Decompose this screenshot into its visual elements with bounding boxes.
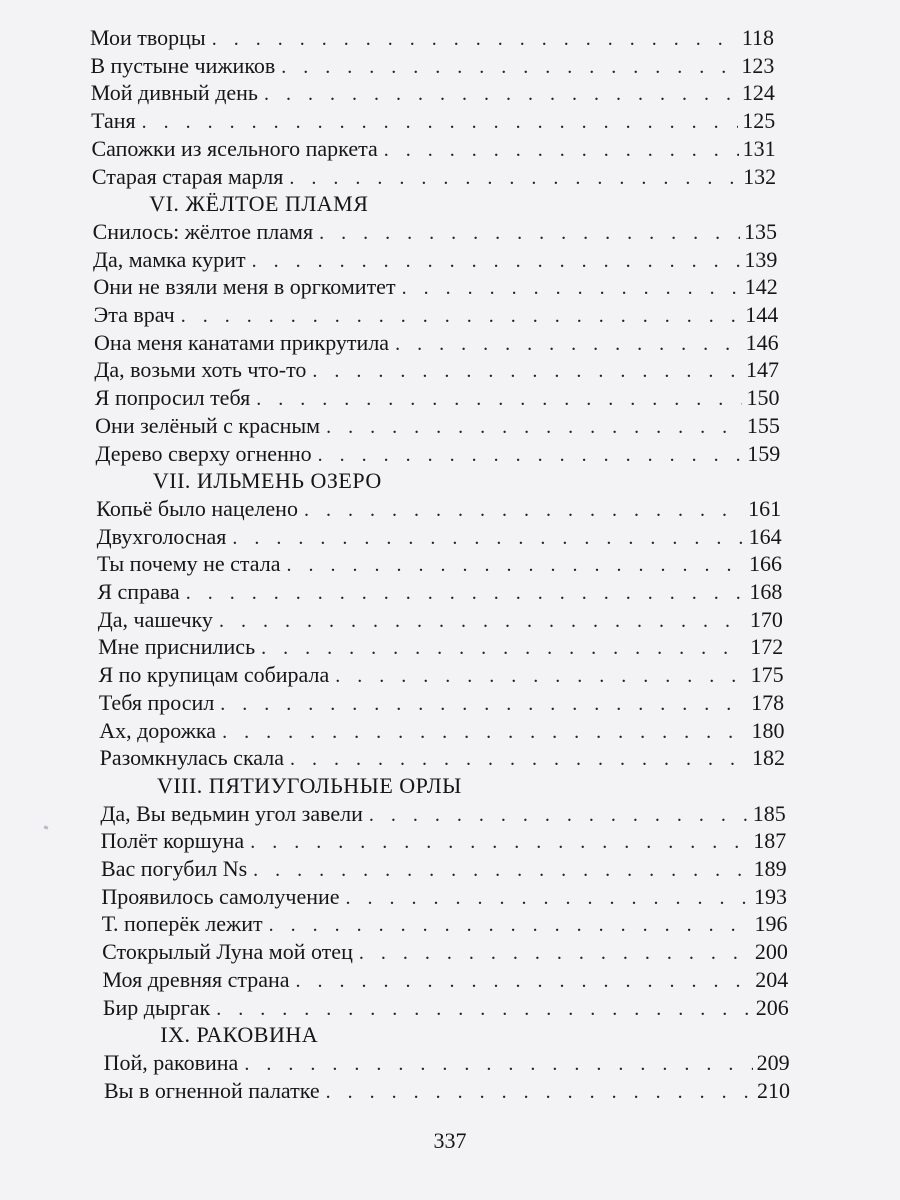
toc-entry — [96, 440, 781, 468]
section-heading: VII. ИЛЬМЕНЬ ОЗЕРО — [152, 468, 382, 494]
toc-entry-title: Копьё было нацелено — [96, 495, 298, 521]
toc-entry-title: Стокрылый Луна мой отец — [102, 939, 353, 965]
toc-entry-title: Тебя просил — [98, 689, 215, 715]
toc-entry — [99, 689, 784, 717]
toc-entry-page-number: 182 — [751, 745, 785, 771]
dot-leader — [286, 551, 745, 579]
toc-entry-title: Я по крупицам собирала — [98, 662, 330, 688]
toc-entry-title: Проявилось самолучение — [101, 883, 340, 909]
toc-entry-page-number: 200 — [754, 939, 788, 965]
toc-entry-page-number: 150 — [746, 385, 780, 411]
toc-entry — [101, 883, 787, 911]
dot-leader — [219, 607, 746, 635]
section-heading: IX. РАКОВИНА — [160, 1022, 319, 1048]
toc-entry-title: Да, мамка курит — [92, 246, 246, 272]
dot-leader — [402, 274, 741, 302]
toc-entry — [98, 633, 783, 661]
toc-entry — [91, 107, 775, 135]
toc-entry-title: Ах, дорожка — [99, 717, 217, 743]
toc-entry-page-number: 209 — [756, 1049, 790, 1075]
toc-entry-title: Да, Вы ведьмин угол завели — [100, 800, 363, 826]
toc-entry-title: Старая старая марля — [91, 163, 284, 189]
toc-entry — [100, 744, 785, 772]
toc-entry-page-number: 166 — [749, 551, 782, 577]
toc-entry-title: Бир дыргак — [102, 994, 211, 1020]
toc-entry-page-number: 124 — [741, 80, 775, 106]
toc-entry-title: Мой дивный день — [90, 80, 258, 106]
toc-entry-title: Она меня канатами прикрутила — [94, 329, 390, 355]
dot-leader — [250, 828, 749, 856]
dot-leader — [312, 357, 742, 385]
toc-entry — [97, 523, 782, 551]
toc-entry-page-number: 118 — [741, 25, 774, 50]
toc-entry-title: Разомкнулась скала — [99, 745, 284, 771]
toc-entry-page-number: 189 — [753, 856, 787, 881]
toc-entry-title: Полёт коршуна — [100, 828, 245, 854]
dot-leader — [252, 247, 741, 275]
toc-entry-title: Таня — [91, 108, 136, 134]
toc-entry-title: Да, возьми хоть что-то — [94, 357, 307, 383]
toc-entry-title: Да, чашечку — [97, 606, 213, 632]
dot-leader — [186, 579, 746, 607]
toc-entry-title: Дерево сверху огненно — [95, 440, 312, 466]
toc-entry-title: Снилось: жёлтое пламя — [92, 218, 314, 244]
toc-entry — [104, 1049, 790, 1077]
toc-entry-title: Я попросил тебя — [94, 385, 251, 411]
toc-entry-page-number: 196 — [754, 911, 788, 937]
toc-entry — [101, 827, 787, 855]
toc-entry — [90, 52, 774, 80]
toc-entry-title: В пустыне чижиков — [90, 52, 276, 78]
dot-leader — [289, 164, 739, 192]
toc-entry-page-number: 146 — [745, 329, 779, 355]
toc-entry-page-number: 185 — [752, 800, 786, 826]
toc-entry-title: Я справа — [97, 579, 180, 604]
toc-entry — [99, 717, 784, 745]
dot-leader — [142, 108, 739, 136]
toc-entry-page-number: 187 — [753, 828, 787, 854]
dot-leader — [261, 634, 746, 662]
toc-entry-page-number: 125 — [742, 108, 776, 134]
toc-entry-page-number: 193 — [754, 883, 788, 909]
dot-leader — [253, 856, 749, 884]
toc-entry-page-number: 155 — [746, 412, 780, 438]
toc-entry-page-number: 206 — [755, 994, 789, 1020]
dot-leader — [281, 53, 737, 81]
dot-leader — [369, 801, 749, 829]
toc-entry — [95, 384, 780, 412]
toc-entry-title: Сапожки из ясельного паркета — [91, 135, 378, 161]
toc-entry-page-number: 159 — [747, 440, 781, 466]
toc-entry — [93, 246, 777, 274]
toc-entry — [98, 606, 783, 634]
toc-entry — [92, 163, 776, 191]
dot-leader — [359, 939, 751, 967]
dot-leader — [290, 745, 748, 773]
toc-entry-page-number: 139 — [744, 246, 778, 272]
dot-leader — [326, 413, 743, 441]
toc-entry — [94, 356, 779, 384]
toc-entry-page-number: 172 — [750, 634, 784, 660]
dot-leader — [384, 136, 739, 164]
dot-leader — [222, 718, 747, 746]
print-speck — [44, 825, 49, 829]
toc-entry-page-number: 210 — [757, 1077, 790, 1103]
toc-entry-title: Ты почему не стала — [97, 551, 281, 577]
toc-entry-page-number: 131 — [742, 135, 776, 161]
toc-entry-page-number: 132 — [743, 163, 777, 189]
dot-leader — [269, 911, 751, 939]
dot-leader — [318, 441, 744, 469]
toc-entry — [102, 910, 788, 938]
toc-entry-title: Вы в огненной палатке — [104, 1077, 320, 1103]
toc-entry-title: Они зелёный с красным — [95, 412, 321, 438]
dot-leader — [181, 302, 742, 330]
toc-entry — [96, 495, 781, 523]
toc-entry-title: Двухголосная — [96, 523, 227, 549]
toc-entry — [93, 218, 777, 246]
toc-entry-page-number: 144 — [745, 302, 779, 327]
dot-leader — [212, 25, 738, 53]
dot-leader — [220, 690, 747, 718]
toc-entry-page-number: 178 — [751, 689, 785, 715]
toc-entry — [104, 1077, 790, 1105]
dot-leader — [232, 524, 744, 552]
toc-entry-page-number: 164 — [748, 523, 782, 549]
toc-entry — [97, 578, 782, 606]
toc-entry — [100, 800, 785, 828]
toc-entry — [103, 994, 789, 1022]
dot-leader — [296, 967, 752, 995]
page-number: 337 — [433, 1128, 467, 1153]
dot-leader — [335, 662, 746, 690]
toc-entry-title: Мне приснились — [98, 634, 256, 660]
toc-entry-page-number: 161 — [748, 495, 782, 521]
toc-entry — [94, 329, 779, 357]
toc-entry — [95, 412, 780, 440]
toc-entry-title: Моя древняя страна — [102, 966, 290, 992]
dot-leader — [326, 1078, 753, 1106]
toc-entry-page-number: 123 — [741, 52, 775, 78]
dot-leader — [304, 496, 744, 524]
dot-leader — [264, 80, 738, 108]
toc-entry-title: Т. поперёк лежит — [101, 911, 263, 937]
toc-entry-title: Мои творцы — [90, 25, 206, 50]
toc-entry — [101, 855, 787, 883]
toc-entry — [97, 550, 782, 578]
toc-entry-title: Пой, раковина — [103, 1049, 239, 1075]
toc-entry-page-number: 175 — [750, 662, 784, 688]
section-heading: VI. ЖЁЛТОЕ ПЛАМЯ — [149, 191, 369, 217]
toc-entry-page-number: 204 — [755, 966, 789, 992]
toc-entry-title: Они не взяли меня в оргкомитет — [93, 274, 396, 300]
toc-entry — [93, 273, 777, 301]
toc-entry-page-number: 170 — [749, 606, 783, 632]
toc-entry — [102, 938, 788, 966]
dot-leader — [216, 995, 751, 1023]
toc-entry-page-number: 142 — [744, 274, 778, 300]
toc-entry — [91, 79, 775, 107]
toc-entry-page-number: 147 — [746, 357, 780, 383]
dot-leader — [395, 330, 742, 358]
toc-entry — [90, 24, 774, 52]
section-heading: VIII. ПЯТИУГОЛЬНЫЕ ОРЛЫ — [156, 772, 462, 798]
toc-entry — [98, 661, 783, 689]
toc-entry-page-number: 168 — [749, 579, 783, 604]
toc-entry-title: Вас погубил Ns — [101, 856, 248, 881]
toc-entry — [103, 966, 789, 994]
dot-leader — [319, 219, 740, 247]
toc-entry-page-number: 135 — [743, 218, 777, 244]
toc-entry — [91, 135, 775, 163]
toc-entry-page-number: 180 — [751, 717, 785, 743]
dot-leader — [256, 385, 742, 413]
dot-leader — [244, 1050, 752, 1078]
toc-entry-title: Эта врач — [93, 302, 175, 327]
dot-leader — [346, 884, 751, 912]
toc-entry — [94, 301, 779, 329]
